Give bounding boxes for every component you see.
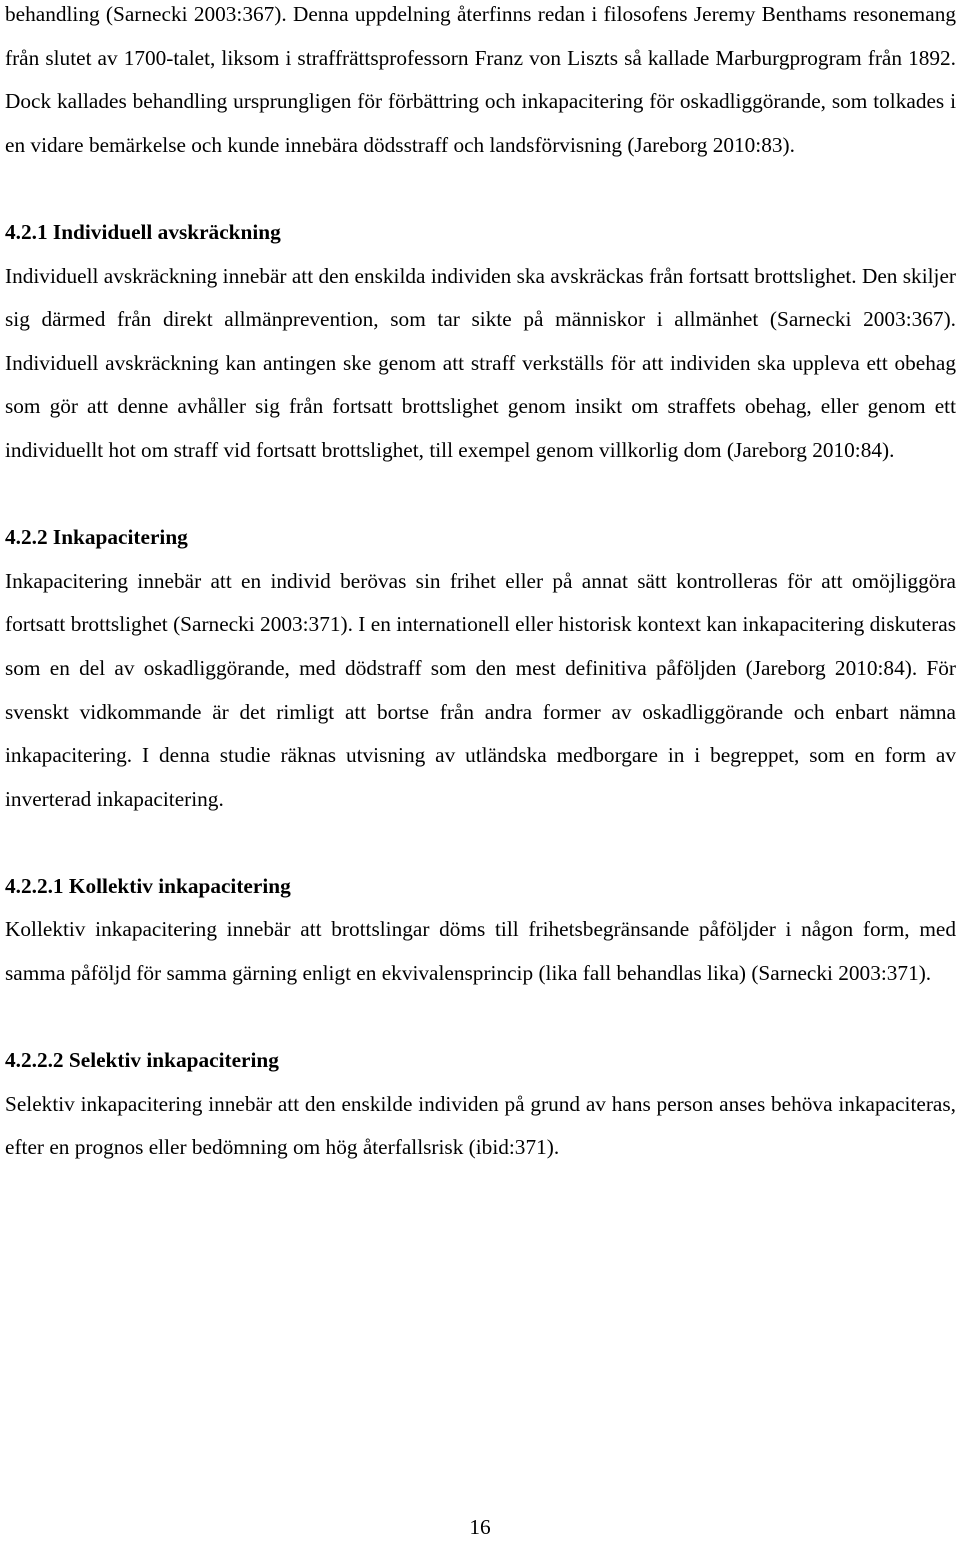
section-paragraph: Inkapacitering innebär att en individ berövas sin frihet eller på annat sätt kontrolleras för att omöjliggöra fortsatt brottslighet (Sarnecki 2003:371). I en internationell eller historisk kontext kan inkapacitering diskuteras som en del av oskadliggörande, med dödstraff som den mest definitiva påföljden (Jareborg 2010:84). För svenskt vidkommande är det rimligt att bortse från andra former av oskadliggörande och enbart nämna inkapacitering. I denna studie räknas utvisning av utländska medborgare in i begreppet, som en form av inverterad inkapacitering. <box>5 568 956 811</box>
section-heading: 4.2.1 Individuell avskräckning <box>5 219 281 244</box>
page-number: 16 <box>469 1515 491 1539</box>
section-selektiv-inkapacitering <box>5 1039 956 1170</box>
section-spacer <box>5 821 956 865</box>
document-page <box>5 0 956 1170</box>
section-heading: 4.2.2.1 Kollektiv inkapacitering <box>5 873 291 898</box>
section-kollektiv-inkapacitering <box>5 865 956 996</box>
section-spacer <box>5 167 956 211</box>
intro-paragraph: behandling (Sarnecki 2003:367). Denna uppdelning återfinns redan i filosofens Jeremy Benthams resonemang från slutet av 1700-talet, liksom i straffrättsprofessorn Franz von Liszts så kallade Marburgprogram från 1892. Dock kallades behandling ursprungligen för förbättring och inkapacitering för oskadliggörande, som tolkades i en vidare bemärkelse och kunde innebära dödsstraff och landsförvisning (Jareborg 2010:83). <box>5 2 956 157</box>
section-paragraph: Kollektiv inkapacitering innebär att brottslingar döms till frihetsbegränsande påföljder i någon form, med samma påföljd för samma gärning enligt en ekvivalensprincip (lika fall behandlas lika) (Sarnecki 2003:371). <box>5 917 956 986</box>
section-heading: 4.2.2.2 Selektiv inkapacitering <box>5 1048 279 1073</box>
section-inkapacitering <box>5 516 956 821</box>
section-spacer <box>5 996 956 1040</box>
section-spacer <box>5 473 956 517</box>
section-paragraph: Individuell avskräckning innebär att den enskilda individen ska avskräckas från fortsatt brottslighet. Den skiljer sig därmed från direkt allmänprevention, som tar sikte på människor i allmänhet (Sarnecki 2003:367). Individuell avskräckning kan antingen ske genom att straff verkställs för att individen ska uppleva ett obehag som gör att denne avhåller sig från fortsatt brottslighet genom insikt om straffets obehag, eller genom ett individuellt hot om straff vid fortsatt brottslighet, till exempel genom villkorlig dom (Jareborg 2010:84). <box>5 263 956 462</box>
section-paragraph: Selektiv inkapacitering innebär att den enskilde individen på grund av hans person anses behöva inkapaciteras, efter en prognos eller bedömning om hög återfallsrisk (ibid:371). <box>5 1091 956 1160</box>
section-heading: 4.2.2 Inkapacitering <box>5 525 188 550</box>
section-individuell-avskrackning <box>5 211 956 473</box>
